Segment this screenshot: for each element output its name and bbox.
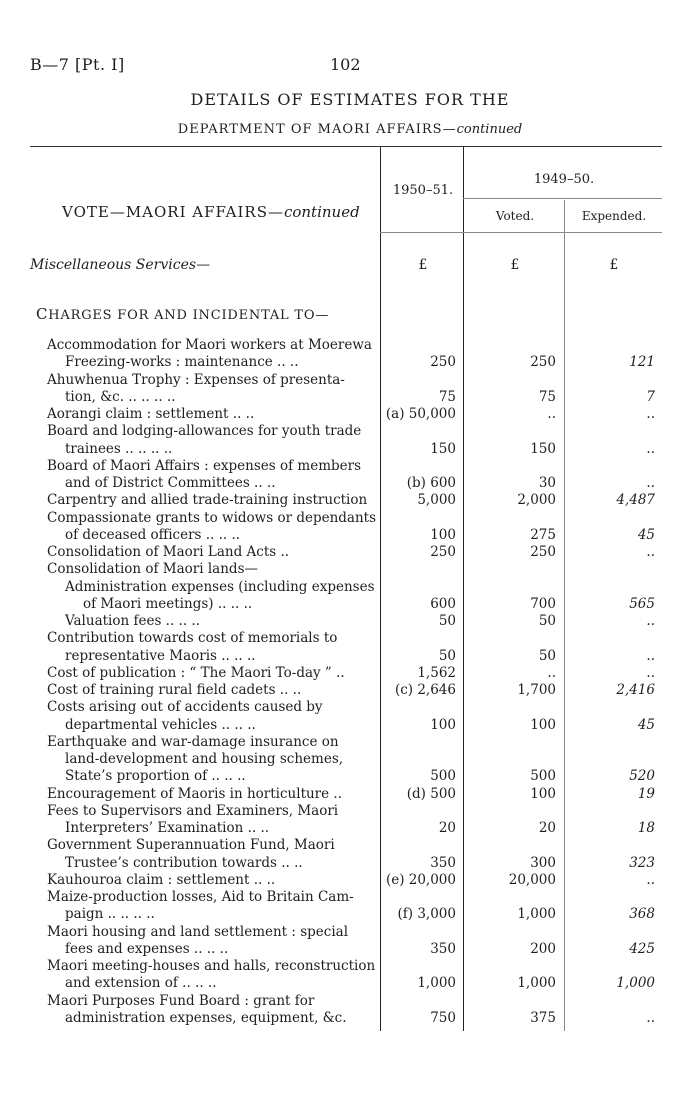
row-amount-voted: 2,000 [517,492,556,509]
row-amount-expended: .. [646,871,655,888]
row-amount-voted: 50 [538,647,556,664]
row-amount-expended: .. [646,1009,655,1026]
header-rule [30,146,662,147]
row-description-line: Aorangi claim : settlement .. .. [47,406,255,422]
row-amount-voted: 20,000 [508,871,556,888]
row-amount-expended: 4,487 [616,492,655,509]
row-description-line: Administration expenses (including expenses [65,578,375,595]
row-amount-voted: .. [547,664,556,681]
page-subtitle-suffix: continued [456,122,523,137]
column-divider-3 [564,200,565,1031]
row-amount-voted: .. [547,406,556,422]
vote-label [62,203,360,221]
row-amount-1950-51: 1,562 [417,664,456,681]
row-amount-voted: 150 [530,440,556,457]
row-description-line: trainees .. .. .. .. [65,440,173,457]
row-description-line: Maori meeting-houses and halls, reconstruction [47,958,376,974]
row-amount-1950-51: 150 [430,440,456,457]
row-description-line: Trustee’s contribution towards .. .. [65,854,303,871]
column-divider-1 [380,146,381,1031]
currency-expended: £ [609,257,619,273]
section-title: Miscellaneous Services— [30,257,211,273]
row-amount-voted: 75 [538,388,556,405]
row-description-line: departmental vehicles .. .. .. [65,716,256,733]
vote-label-suffix: continued [283,203,360,221]
row-amount-1950-51: 750 [430,1009,456,1026]
column-header-1950-51: 1950–51. [392,183,454,198]
row-amount-voted: 375 [530,1009,556,1026]
row-amount-expended: 45 [637,716,655,733]
row-amount-voted: 300 [530,854,556,871]
row-amount-voted: 1,000 [517,975,556,992]
row-amount-expended: .. [646,647,655,664]
row-description-line: representative Maoris .. .. .. [65,647,256,664]
column-header-rule [380,232,662,233]
row-description-line: Accommodation for Maori workers at Moerewa [47,337,372,353]
row-amount-1950-51: (e) 20,000 [385,871,456,888]
row-description-line: Earthquake and war-damage insurance on [47,733,339,750]
row-amount-expended: 323 [629,854,655,871]
row-amount-1950-51: 5,000 [417,492,456,509]
row-amount-voted: 1,700 [517,682,556,698]
row-amount-expended: 1,000 [616,975,655,992]
row-amount-1950-51: 50 [438,613,456,629]
row-description-line: Encouragement of Maoris in horticulture .. [47,785,343,802]
page-number: 102 [330,55,361,74]
row-amount-1950-51: 350 [430,940,456,957]
charges-heading [36,305,329,323]
row-amount-expended: 520 [629,768,655,785]
row-description-line: Costs arising out of accidents caused by [47,699,323,716]
row-amount-expended: .. [646,613,655,629]
charges-heading-initial: C [36,305,49,323]
row-amount-1950-51: 350 [430,854,456,871]
row-description-line: tion, &c. .. .. .. .. [65,388,176,405]
row-description-line: Freezing-works : maintenance .. .. [65,354,299,371]
row-description-line: Carpentry and allied trade-training instruction [47,492,368,509]
currency-voted: £ [510,257,520,273]
row-description-line: Maize-production losses, Aid to Britain Cam- [47,889,354,905]
row-amount-voted: 250 [530,544,556,560]
row-description-line: Consolidation of Maori Land Acts .. [47,544,290,560]
row-amount-expended: .. [646,406,655,422]
row-amount-1950-51: 100 [430,526,456,543]
row-amount-expended: .. [646,664,655,681]
row-amount-voted: 30 [538,475,556,491]
row-amount-expended: 565 [629,595,655,612]
row-description-line: Fees to Supervisors and Examiners, Maori [47,802,339,819]
row-amount-1950-51: (a) 50,000 [385,406,456,422]
row-amount-expended: .. [646,544,655,560]
vote-label-text: VOTE—MAORI AFFAIRS— [62,203,284,221]
row-description-line: Cost of training rural field cadets .. .. [47,682,302,698]
row-amount-expended: 45 [637,526,655,543]
row-amount-1950-51: 1,000 [417,975,456,992]
row-description-line: Compassionate grants to widows or dependants [47,509,377,526]
row-amount-1950-51: (c) 2,646 [394,682,456,698]
page-subtitle [0,122,700,137]
row-description-line: Kauhouroa claim : settlement .. .. [47,871,276,888]
page-title: DETAILS OF ESTIMATES FOR THE [190,90,510,109]
row-amount-1950-51: 600 [430,595,456,612]
row-description-line: and extension of .. .. .. [65,975,217,992]
row-description-line: fees and expenses .. .. .. [65,940,229,957]
row-amount-voted: 500 [530,768,556,785]
row-amount-expended: .. [646,475,655,491]
row-amount-voted: 250 [530,354,556,371]
row-amount-1950-51: (f) 3,000 [397,906,456,923]
row-amount-1950-51: 250 [430,354,456,371]
row-description-line: Interpreters’ Examination .. .. [65,820,270,836]
row-description-line: Board and lodging-allowances for youth trade [47,423,362,440]
column-header-expended: Expended. [581,209,647,223]
row-amount-expended: 425 [629,940,655,957]
row-description-line: Maori housing and land settlement : special [47,923,349,940]
row-description-line: paign .. .. .. .. [65,906,155,923]
row-description-line: of Maori meetings) .. .. .. [83,595,253,612]
row-amount-1950-51: 500 [430,768,456,785]
row-amount-1950-51: 250 [430,544,456,560]
column-header-voted: Voted. [495,209,535,223]
page-subtitle-text: DEPARTMENT OF MAORI AFFAIRS— [177,122,457,137]
row-amount-expended: .. [646,440,655,457]
row-amount-expended: 121 [629,354,655,371]
row-description-line: administration expenses, equipment, &c. [65,1009,347,1026]
row-amount-voted: 100 [530,716,556,733]
row-description-line: Government Superannuation Fund, Maori [47,837,335,854]
row-description-line: Contribution towards cost of memorials to [47,630,338,647]
column-header-1949-50: 1949–50. [533,172,595,187]
row-description-line: Consolidation of Maori lands— [47,561,258,578]
row-amount-expended: 368 [629,906,655,923]
row-amount-voted: 1,000 [517,906,556,923]
row-amount-voted: 700 [530,595,556,612]
row-amount-1950-51: (b) 600 [406,475,456,491]
row-amount-1950-51: 100 [430,716,456,733]
row-description-line: Board of Maori Affairs : expenses of members [47,457,362,474]
row-amount-voted: 200 [530,940,556,957]
row-description-line: land-development and housing schemes, [65,751,344,767]
row-description-line: Cost of publication : “ The Maori To-day ” .. [47,664,345,681]
row-amount-voted: 50 [538,613,556,629]
column-divider-2 [463,146,464,1031]
row-amount-expended: 7 [646,388,655,405]
report-reference: B—7 [Pt. I] [30,55,125,74]
row-amount-expended: 2,416 [616,682,655,698]
row-description-line: Maori Purposes Fund Board : grant for [47,992,315,1009]
year-subheader-rule [463,198,662,199]
row-description-line: Valuation fees .. .. .. [65,613,200,629]
row-amount-voted: 275 [530,526,556,543]
row-amount-1950-51: 20 [438,820,456,836]
row-amount-1950-51: (d) 500 [406,785,456,802]
charges-heading-text: HARGES FOR AND INCIDENTAL TO— [48,308,330,323]
row-description-line: Ahuwhenua Trophy : Expenses of presenta- [47,371,345,388]
row-description-line: of deceased officers .. .. .. [65,526,241,543]
row-description-line: and of District Committees .. .. [65,475,276,491]
row-description-line: State’s proportion of .. .. .. [65,768,246,785]
row-amount-voted: 100 [530,785,556,802]
currency-1950-51: £ [418,257,428,273]
row-amount-1950-51: 50 [438,647,456,664]
row-amount-expended: 19 [637,785,655,802]
row-amount-voted: 20 [538,820,556,836]
row-amount-1950-51: 75 [438,388,456,405]
row-amount-expended: 18 [637,820,655,836]
